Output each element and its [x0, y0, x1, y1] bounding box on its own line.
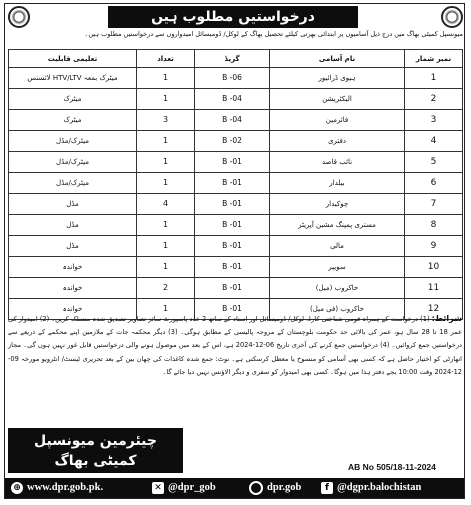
signature-block [8, 428, 183, 473]
cell-grade: B -01 [195, 299, 270, 320]
table-row [9, 194, 463, 215]
cell-qualification: مڈل [9, 236, 137, 257]
intro-text: میونسپل کمیٹی بھاگ میں درج ذیل آسامیوں پر ابتدائی بھرتی کیلئے تحصیل بھاگ کے لوکل/ ڈومیسائل امیدواروں سے درخواستیں مطلوب ہیں۔ [84, 30, 463, 38]
header-post: نام آسامی [270, 50, 405, 68]
footer-twitter[interactable] [152, 478, 216, 498]
conditions-label: شرائط: [431, 314, 462, 323]
table-row [9, 257, 463, 278]
cell-serial: 7 [405, 194, 463, 215]
cell-qualification: میٹرک بمعہ HTV/LTV لائسنس [9, 68, 137, 89]
globe-icon: ⊕ [11, 482, 23, 494]
table-row [9, 68, 463, 89]
cell-grade: B -04 [195, 89, 270, 110]
cell-qualification: خواندہ [9, 299, 137, 320]
header-qualification: تعلیمی قابلیت [9, 50, 137, 68]
cell-grade: B -04 [195, 110, 270, 131]
cell-qualification: میٹرک [9, 89, 137, 110]
table-row [9, 236, 463, 257]
cell-serial: 9 [405, 236, 463, 257]
cell-post: دفتری [270, 131, 405, 152]
table-row [9, 89, 463, 110]
header [8, 6, 463, 28]
cell-qualification: خواندہ [9, 278, 137, 299]
cell-post: چوکیدار [270, 194, 405, 215]
cell-qualification: میٹرک [9, 110, 137, 131]
cell-post: ہیوی ڈرائیور [270, 68, 405, 89]
cell-post: سویپر [270, 257, 405, 278]
cell-grade: B -01 [195, 173, 270, 194]
cell-quantity: 1 [137, 236, 195, 257]
website-link[interactable]: www.dpr.gob.pk. [27, 482, 104, 493]
cell-grade: B -01 [195, 257, 270, 278]
facebook-icon: f [321, 482, 333, 494]
twitter-handle[interactable]: @dpr_gob [168, 482, 216, 493]
cell-serial: 10 [405, 257, 463, 278]
header-quantity: تعداد [137, 50, 195, 68]
cell-quantity: 1 [137, 257, 195, 278]
cell-serial: 6 [405, 173, 463, 194]
cell-quantity: 4 [137, 194, 195, 215]
cell-post: نائب قاصد [270, 152, 405, 173]
conditions-text: (1) درخواست کے ہمراہ قومی شناختی کارڈ، لوکل/ ڈومیسائل اور اسناد کے ساتھ 2 عدد پاسپورٹ سائز تصاویر تصدیق شدہ منسلک کریں۔ (2) امیدوار کی عمر 18 تا 28 سال ہو، عمر کی بالائی حد حکومت بلوچستان کے مروجہ پالیسی کے مطابق ہوگی۔ (3) دیگر محکمہ جات کے ملازمین اپنے محکمے کے ذریعے سے درخواستیں جمع کروائیں۔ (4) درخواستیں جمع کرنے کی آخری تاریخ 06-12-2024 ہے، اس کے بعد میں موصول ہونے والی درخواستیں قابل غور نہیں ہوں گی۔ مجاز اتھارٹی کو اختیار حاصل ہے کہ کسی بھی آسامی کو منسوخ یا معطل کرسکتی ہے۔ نوٹ: جمع شدہ کاغذات کی چھان بین کے بعد تحریری ٹیسٹ/ انٹرویو مورخہ 09-12-2024 وقت 10:00 بجے دفتر ہذا میں ہوگا۔ کسی بھی امیدوار کو سفری و دیگر الاؤنس نہیں دیا جائے گا۔ [8, 315, 463, 376]
instagram-handle[interactable]: dpr.gob [267, 482, 302, 493]
cell-serial: 3 [405, 110, 463, 131]
cell-quantity: 1 [137, 152, 195, 173]
signature-line-1: چیئرمین میونسپل [34, 433, 157, 449]
footer-bar [5, 478, 464, 498]
cell-serial: 4 [405, 131, 463, 152]
cell-grade: B -06 [195, 68, 270, 89]
cell-qualification: خواندہ [9, 257, 137, 278]
cell-post: بیلدار [270, 173, 405, 194]
table-row [9, 215, 463, 236]
cell-serial: 1 [405, 68, 463, 89]
table-row [9, 278, 463, 299]
seal-logo-left [8, 6, 30, 28]
table-row [9, 131, 463, 152]
cell-quantity: 1 [137, 173, 195, 194]
instagram-icon [249, 481, 263, 495]
cell-quantity: 3 [137, 110, 195, 131]
cell-quantity: 1 [137, 68, 195, 89]
cell-quantity: 1 [137, 131, 195, 152]
cell-post: فائرمین [270, 110, 405, 131]
cell-grade: B -02 [195, 131, 270, 152]
cell-serial: 12 [405, 299, 463, 320]
cell-grade: B -01 [195, 278, 270, 299]
facebook-handle[interactable]: @dgpr.balochistan [337, 482, 422, 493]
conditions-section [8, 312, 462, 379]
cell-serial: 2 [405, 89, 463, 110]
cell-grade: B -01 [195, 194, 270, 215]
twitter-icon: ✕ [152, 482, 164, 494]
cell-post: مالی [270, 236, 405, 257]
table-row [9, 110, 463, 131]
cell-grade: B -01 [195, 152, 270, 173]
cell-qualification: مڈل [9, 194, 137, 215]
ad-number: AB No 505/18-11-2024 [348, 462, 436, 472]
footer-website[interactable] [11, 478, 103, 498]
seal-logo-right [441, 6, 463, 28]
cell-qualification: میٹرک/مڈل [9, 173, 137, 194]
vacancies-table [8, 49, 463, 320]
cell-quantity: 1 [137, 299, 195, 320]
cell-quantity: 1 [137, 89, 195, 110]
footer-facebook[interactable] [321, 478, 421, 498]
cell-qualification: میٹرک/مڈل [9, 152, 137, 173]
header-serial: نمبر شمار [405, 50, 463, 68]
cell-serial: 11 [405, 278, 463, 299]
table-header-row [9, 50, 463, 68]
cell-serial: 8 [405, 215, 463, 236]
table-row [9, 152, 463, 173]
cell-grade: B -01 [195, 215, 270, 236]
cell-qualification: میٹرک/مڈل [9, 131, 137, 152]
table-row [9, 173, 463, 194]
footer-instagram[interactable] [249, 478, 301, 498]
cell-quantity: 1 [137, 215, 195, 236]
cell-post: مستری پمپنگ مشین آپریٹر [270, 215, 405, 236]
cell-post: الیکٹریشن [270, 89, 405, 110]
page-title: درخواستیں مطلوب ہیں [108, 6, 358, 28]
cell-grade: B -01 [195, 236, 270, 257]
cell-post: خاکروب (میل) [270, 278, 405, 299]
cell-quantity: 2 [137, 278, 195, 299]
cell-qualification: مڈل [9, 215, 137, 236]
cell-post: خاکروب (فی میل) [270, 299, 405, 320]
cell-serial: 5 [405, 152, 463, 173]
signature-line-2: کمیٹی بھاگ [54, 453, 137, 469]
header-grade: گریڈ [195, 50, 270, 68]
